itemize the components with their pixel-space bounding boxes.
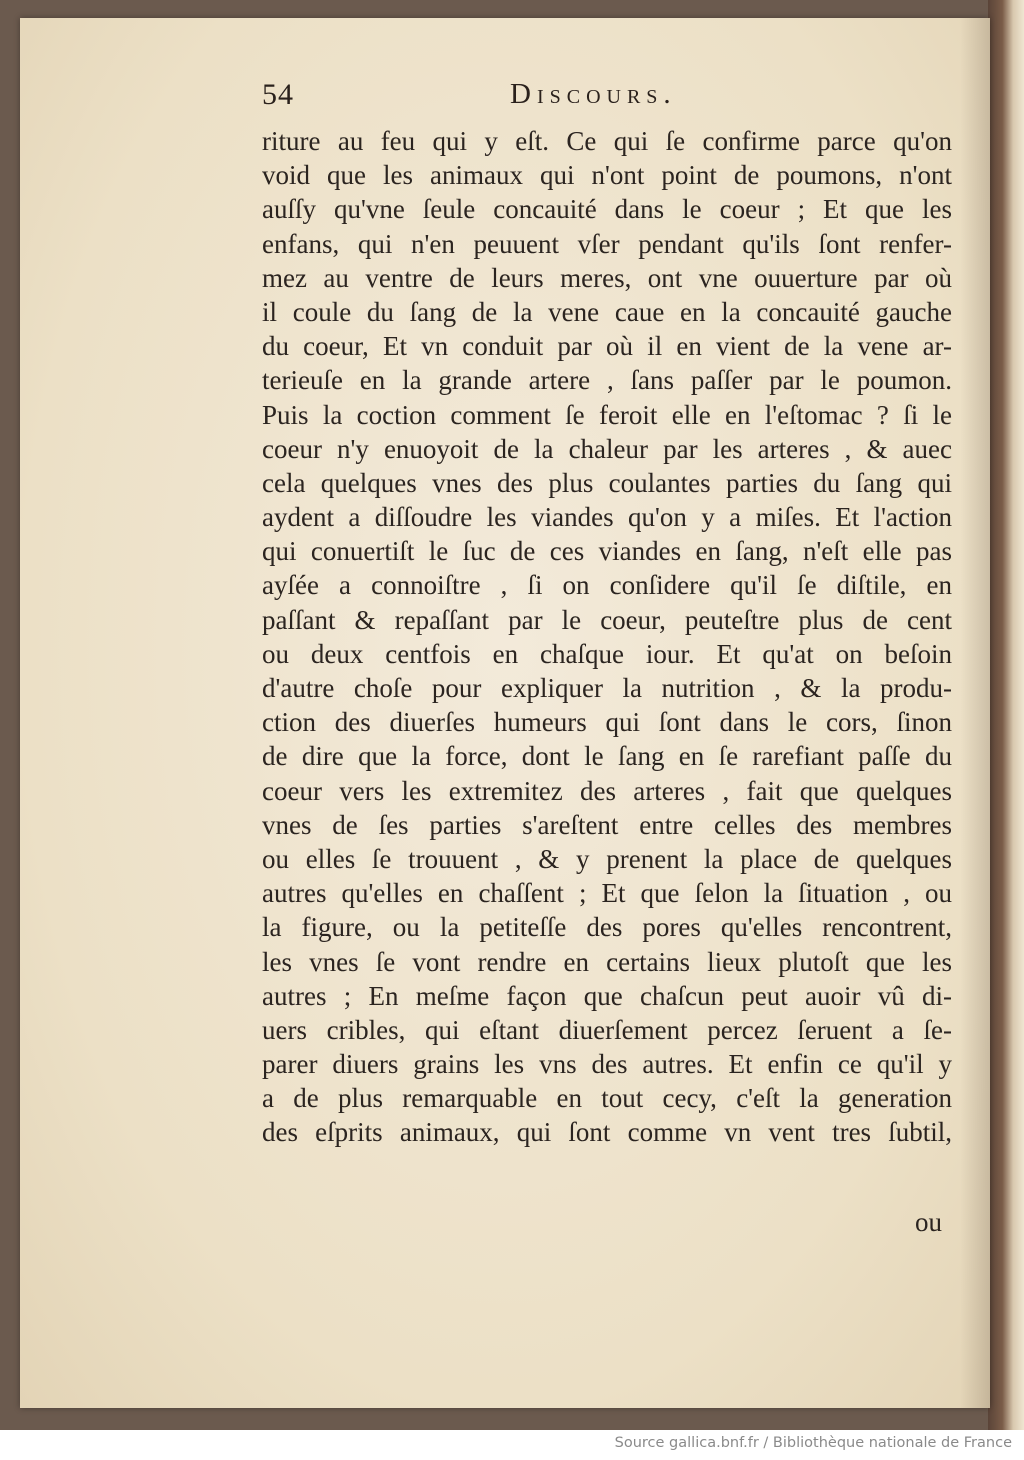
text-line: les vnes ſe vont rendre en certains lieux plutoſt que les (262, 946, 952, 977)
text-line: cela quelques vnes des plus coulantes parties du ſang qui (262, 467, 952, 498)
text-line: void que les animaux qui n'ont point de poumons, n'ont (262, 160, 952, 191)
text-line: enfans, qui n'en peuuent vſer pendant qu'ils ſont renfer- (262, 228, 952, 259)
text-line: ction des diuerſes humeurs qui ſont dans le cors, ſinon (262, 707, 952, 738)
text-line: d'autre choſe pour expliquer la nutrition , & la produ- (262, 673, 952, 703)
text-line: la figure, ou la petiteſſe des pores qu'elles rencontrent, (262, 912, 952, 943)
text-line: parer diuers grains les vns des autres. Et enfin ce qu'il y (262, 1049, 952, 1080)
running-head: Discours. (510, 78, 677, 110)
page-header (262, 78, 952, 118)
text-line: ou elles ſe trouuent , & y prenent la place de quelques (262, 843, 952, 874)
text-line: coeur vers les extremitez des arteres , fait que quelques (262, 775, 952, 806)
text-line: vnes de ſes parties s'areſtent entre celles des membres (262, 809, 952, 840)
text-line: il coule du ſang de la vene caue en la concauité gauche (262, 296, 952, 327)
text-line: autres ; En meſme façon que chaſcun peut auoir vû di- (262, 980, 952, 1011)
text-line: ayſée a connoiſtre , ſi on conſidere qu'il ſe diſtile, en (262, 570, 952, 601)
text-line: des eſprits animaux, qui ſont comme vn vent tres ſubtil, (262, 1117, 952, 1148)
text-line: autres qu'elles en chaſſent ; Et que ſelon la ſituation , ou (262, 878, 952, 909)
source-credit: Source gallica.bnf.fr / Bibliothèque nationale de France (614, 1435, 1012, 1451)
book-edge (988, 0, 1024, 1430)
text-line: paſſant & repaſſant par le coeur, peuteſtre plus de cent (262, 604, 952, 635)
text-line: qui conuertiſt le ſuc de ces viandes en ſang, n'eſt elle pas (262, 536, 952, 567)
text-line: coeur n'y enuoyoit de la chaleur par les arteres , & auec (262, 433, 952, 464)
text-line: uers cribles, qui eſtant diuerſement percez ſeruent a ſe- (262, 1014, 952, 1045)
text-line: du coeur, Et vn conduit par où il en vient de la vene ar- (262, 331, 952, 362)
text-line: a de plus remarquable en tout cecy, c'eſt la generation (262, 1083, 952, 1114)
catchword: ou (915, 1207, 942, 1237)
text-line: Puis la coction comment ſe feroit elle en l'eſtomac ? ſi le (262, 399, 952, 430)
text-line: riture au feu qui y eſt. Ce qui ſe confirme parce qu'on (262, 126, 952, 156)
text-line: terieuſe en la grande artere , ſans paſſer par le poumon. (262, 365, 952, 396)
page-gutter-shadow (960, 18, 990, 1408)
text-line: de dire que la force, dont le ſang en ſe rarefiant paſſe du (262, 741, 952, 772)
text-block (262, 124, 952, 1150)
text-line: aydent a diſſoudre les viandes qu'on y a miſes. Et l'action (262, 502, 952, 533)
text-line: mez au ventre de leurs meres, ont vne ouuerture par où (262, 262, 952, 293)
text-line: ou deux centfois en chaſque iour. Et qu'at on beſoin (262, 638, 952, 669)
text-line: auſſy qu'vne ſeule concauité dans le coeur ; Et que les (262, 194, 952, 225)
page-number: 54 (262, 78, 294, 111)
